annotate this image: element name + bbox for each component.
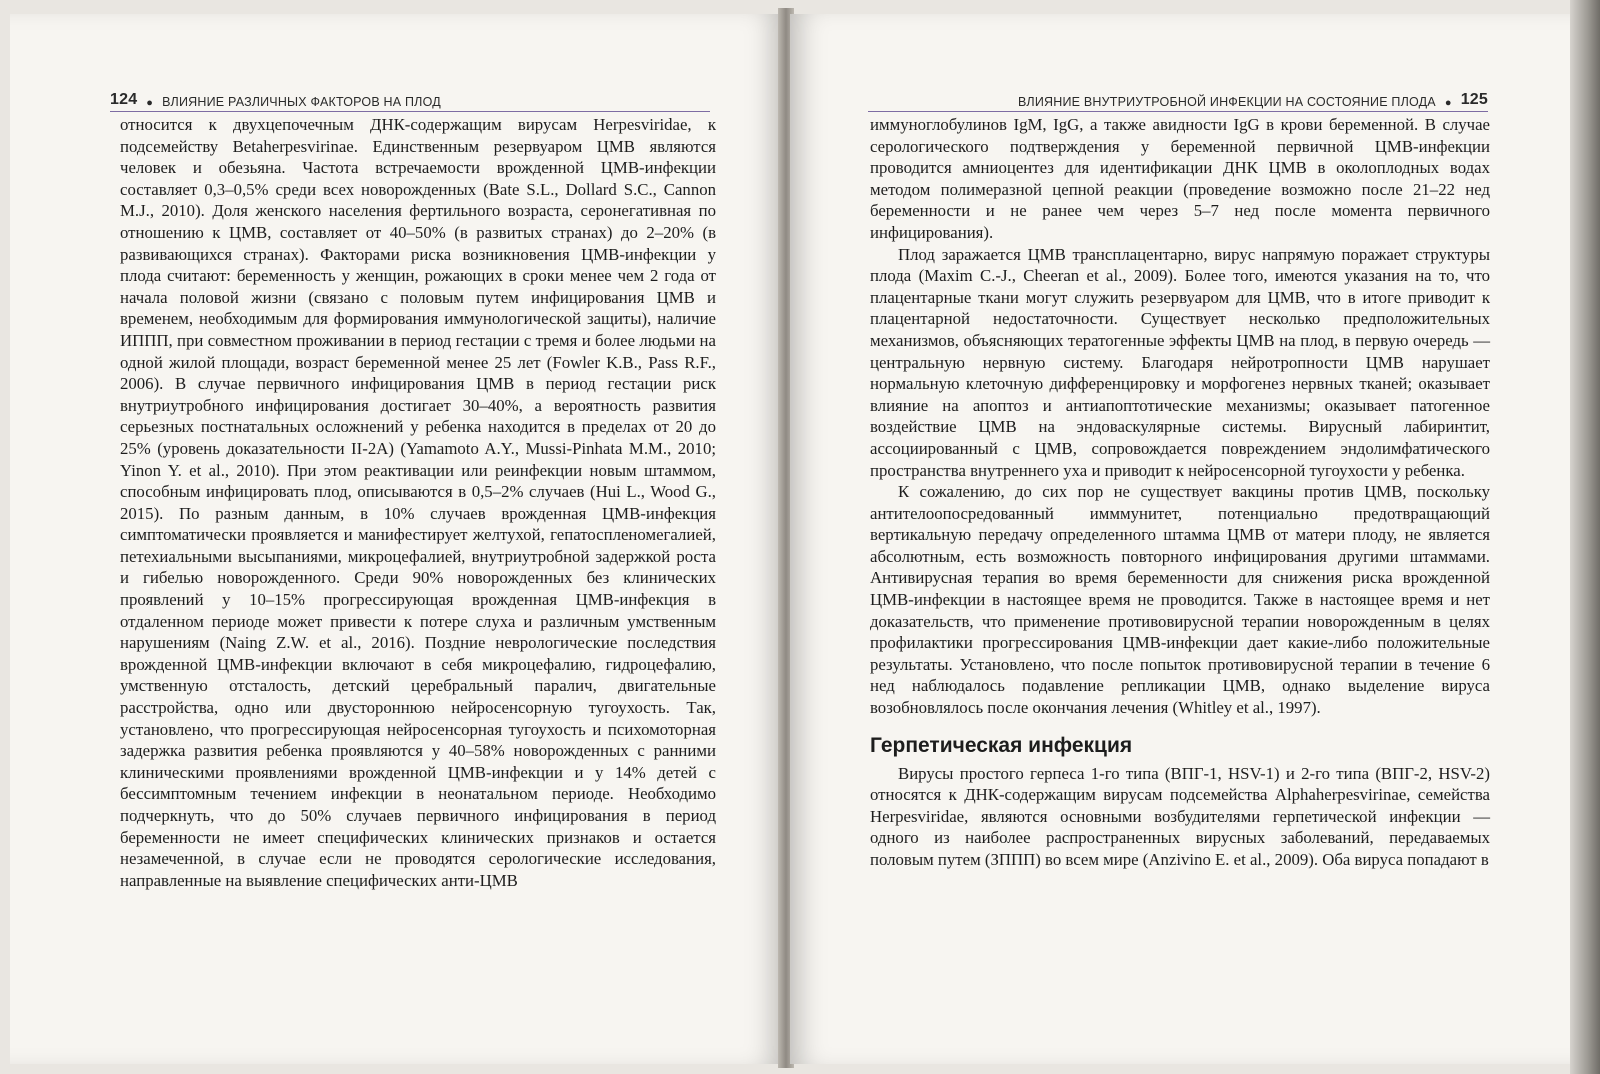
bullet-icon: ● — [146, 97, 154, 109]
left-body-text — [120, 114, 716, 891]
section-heading: Герпетическая инфекция — [870, 733, 1133, 757]
right-paragraph-2: Плод заражается ЦМВ трансплацентарно, вирус напрямую поражает структуры плода (Maxim C.-J., Cheeran et al., 2009). Более того, имеются указания на то, что плацентарные ткани могут служить резервуаром для ЦМВ, что в итоге приводит к плацентарной недостаточности. Существует несколько предположительных механизмов, объясняющих тератогенные эффекты ЦМВ на плод, в первую очередь — центральную нервную систему. Благодаря нейротропности ЦМВ нарушает нормальную клеточную дифференцировку и морфогенез нервных тканей; оказывает влияние на апоптоз и антиапоптотические механизмы; оказывает патогенное воздействие ЦМВ на эндоваскулярные системы. Вирусный лабиринтит, ассоциированный с ЦМВ, сопровождается повреждением эндолимфатического пространства внутреннего уха и приводит к нейросенсорной тугоухости у ребенка. — [870, 244, 1490, 480]
left-paragraph: относится к двухцепочечным ДНК-содержащим вирусам Herpesviridae, к подсемейству Betaherpesvirinae. Единственным резервуаром ЦМВ являются человек и обезьяна. Частота встречаемости врожденной ЦМВ-инфекции составляет 0,3–0,5% среди всех новорожденных (Bate S.L., Dollard S.C., Cannon M.J., 2010). Доля женского населения фертильного возраста, серонегативная по отношению к ЦМВ, составляет от 40–50% (в развитых странах) до 2–20% (в развивающихся странах). Факторами риска возникновения ЦМВ-инфекции у плода считают: беременность у женщин, рожающих в сроки менее чем 2 года от начала половой жизни (связано с половым путем инфицирования ЦМВ и временем, необходимым для формирования иммунологической защиты), наличие ИППП, при совместном проживании в период гестации с тремя и более людьми на одной жилой площади, возраст беременной менее 25 лет (Fowler K.B., Pass R.F., 2006). В случае первичного инфицирования ЦМВ в период гестации риск внутриутробного инфицирования достигает 30–40%, а вероятность развития серьезных постнатальных осложнений у ребенка находится в пределах от 20 до 25% (уровень доказательности II-2A) (Yamamoto A.Y., Mussi-Pinhata M.M., 2010; Yinon Y. et al., 2010). При этом реактивации или реинфекции новым штаммом, способным инфицировать плод, описываются в 0,5–2% случаев (Hui L., Wood G., 2015). По разным данным, в 10% случаев врожденная ЦМВ-инфекция симптоматически проявляется и манифестирует желтухой, гепатоспленомегалией, петехиальными высыпаниями, микроцефалией, внутриутробной задержкой роста и гибелью новорожденного. Среди 90% новорожденных без клинических проявлений у 10–15% прогрессирующая врожденная ЦМВ-инфекция в отдаленном периоде может привести к потере слуха и различным умственным нарушениям (Naing Z.W. et al., 2016). Поздние неврологические последствия врожденной ЦМВ-инфекции включают в себя микроцефалию, гидроцефалию, умственную отсталость, детский церебральный паралич, двигательные расстройства, одно или двустороннюю нейросенсорную тугоухость. Так, установлено, что прогрессирующая нейросенсорная тугоухость и психомоторная задержка развития ребенка проявляются у 40–58% новорожденных с ранними клиническими проявлениями врожденной ЦМВ-инфекции и у 14% детей с бессимптомным течением инфекции в неонатальном периоде. Необходимо подчеркнуть, что до 50% случаев первичного инфицирования в период беременности не имеет специфических клинических признаков и остается незамеченной, в случае если не проводятся серологические исследования, направленные на выявление специфических анти-ЦМВ — [120, 115, 716, 890]
right-paragraph-1: иммуноглобулинов IgM, IgG, а также авидности IgG в крови беременной. В случае серологического подтверждения у беременной первичной ЦМВ-инфекции проводится амниоцентез для идентификации ДНК ЦМВ в околоплодных водах методом полимеразной цепной реакции (проведение возможно после 21–22 нед беременности и не ранее чем через 5–7 нед после момента первичного инфицирования). — [870, 115, 1490, 242]
right-paragraph-4: Вирусы простого герпеса 1-го типа (ВПГ-1, HSV-1) и 2-го типа (ВПГ-2, HSV-2) относятся к ДНК-содержащим вирусам подсемейства Alphaherpesvirinae, семейства Herpesviridae, являются основными возбудителями герпетической инфекции — одного из наиболее распространенных вирусных заболеваний, передаваемых половым путем (ЗППП) во всем мире (Anzivino E. et al., 2009). Оба вируса попадают в — [870, 763, 1490, 869]
bullet-icon: ● — [1444, 97, 1452, 109]
left-page-number: 124 — [110, 91, 138, 108]
left-page — [10, 14, 782, 1064]
page-edge — [1570, 0, 1600, 1074]
right-page — [790, 14, 1570, 1064]
right-body-text — [870, 114, 1490, 871]
left-running-title: ВЛИЯНИЕ РАЗЛИЧНЫХ ФАКТОРОВ НА ПЛОД — [162, 95, 441, 109]
right-running-head — [868, 90, 1488, 112]
right-paragraph-3: К сожалению, до сих пор не существует вакцины против ЦМВ, поскольку антителоопосредованный имммунитет, потенциально предотвращающий вертикальную передачу определенного штамма ЦМВ от матери плоду, не является абсолютным, есть возможность повторного инфицирования другими штаммами. Антивирусная терапия во время беременности для снижения риска врожденной ЦМВ-инфекции в настоящее время не проводится. Также в настоящее время и нет доказательств, что применение противовирусной терапии новорожденным в целях профилактики прогрессирования ЦМВ-инфекции дает какие-либо положительные результаты. Установлено, что после попыток противовирусной терапии в течение 6 нед наблюдалось подавление репликации ЦМВ, однако выделение вируса возобновлялось после окончания лечения (Whitley et al., 1997). — [870, 482, 1490, 718]
right-page-number: 125 — [1460, 91, 1488, 108]
left-running-head — [110, 90, 710, 112]
right-running-title: ВЛИЯНИЕ ВНУТРИУТРОБНОЙ ИНФЕКЦИИ НА СОСТОЯНИЕ ПЛОДА — [1018, 95, 1436, 109]
